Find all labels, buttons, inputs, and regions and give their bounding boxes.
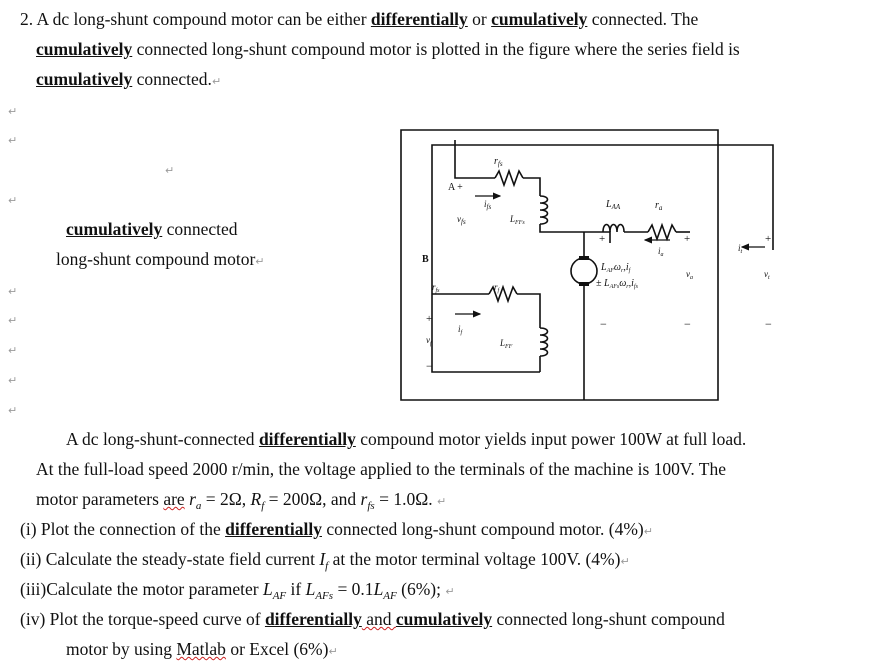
return-mark: ↵ [8,194,18,207]
return-mark: ↵ [211,75,222,88]
q-tail: connected long-shunt compound motor is plotted in the figure where the series field is [132,39,740,59]
return-mark: ↵ [8,285,18,298]
motor-brush-top [579,256,589,260]
problem-line-1 [66,429,746,449]
problem-item-3 [20,579,455,606]
q-mid: or [467,9,492,29]
series-resistor [495,171,523,185]
label-l-ff: $L_{FF}$ [500,338,513,350]
series-coil [540,196,548,224]
p-text: At the full-load speed 2000 r/min, the voltage applied to the terminals of the machine is 100V. The [36,459,726,479]
return-mark: ↵ [643,525,653,538]
label-v-a: $v_a$ [686,269,693,281]
rfs-value: = 1.0Ω. [374,489,433,509]
sym-if: $I_f$ [319,549,329,572]
q-lead: 2. A dc long-shunt compound motor can be either [20,9,371,29]
item-lead: motor by using [66,639,177,659]
term-cumulatively: cumulatively [491,9,588,29]
label-plus-vf: + [426,313,433,325]
item-lead: (iv) Plot the torque-speed curve of [20,609,265,629]
caption-text: long-shunt compound motor [56,249,256,269]
label-plus-vt: + [765,233,772,245]
return-mark: ↵ [8,314,18,327]
term-cumulatively: cumulatively [36,69,133,89]
q-tail: connected. [132,69,212,89]
return-mark: ↵ [620,555,630,568]
label-emf-series: ± $L_{AFs}\omega_r,i_{fs}$ [596,278,638,290]
term-differentially: differentially [258,429,356,449]
p-lead: A dc long-shunt-connected [66,429,259,449]
sym-rf: $R_f$ [250,489,265,512]
armature-resistor [648,225,676,239]
problem-item-2 [20,549,630,576]
label-emf-shunt: $L_{AF}\omega_r,i_f$ [601,262,631,274]
shunt-to-coil-wire [517,294,540,328]
spell-marked-word: are [163,489,185,509]
return-mark: ↵ [8,134,18,147]
item-lead: (ii) Calculate the steady-state field current [20,549,320,569]
return-mark: ↵ [8,374,18,387]
sym-laf-2: $L_{AF}$ [373,579,397,602]
p-lead: motor parameters [36,489,164,509]
item-tail: connected long-shunt compound [492,609,725,629]
item-mid: if [286,579,306,599]
label-a-plus: A + [448,182,463,193]
item-tail: connected long-shunt compound motor. (4%) [321,519,644,539]
motor-brush-bottom [579,282,589,286]
label-minus-motor: − [600,317,607,331]
label-v-fs: $v_{fs}$ [457,214,466,226]
label-i-fs: $i_{fs}$ [484,199,492,211]
return-mark: ↵ [8,105,18,118]
sym-lafs: $L_{AFs}$ [305,579,334,602]
item-lead: (i) Plot the connection of the [20,519,226,539]
q-tail: connected. The [587,9,699,29]
label-i-f: $i_f$ [458,324,463,336]
term-differentially: differentially [370,9,468,29]
sym-laf: $L_{AF}$ [262,579,287,602]
rf-value: = 200Ω, and [264,489,361,509]
item-and: and [361,609,396,629]
shunt-coil [540,328,548,356]
problem-line-2 [36,459,726,479]
item-lead: (iii)Calculate the motor parameter [20,579,263,599]
label-b: B [422,254,429,265]
label-r-f: $r_f$ [494,282,500,294]
return-mark: ↵ [445,585,455,598]
motor-symbol [571,258,597,284]
label-plus-va: + [684,233,691,245]
label-i-a: $i_a$ [658,246,664,258]
return-mark: ↵ [436,495,447,508]
ra-value: = 2Ω, [201,489,251,509]
problem-item-1 [20,519,653,542]
return-mark: ↵ [165,164,175,177]
label-plus-motor: + [599,233,606,245]
label-r-fs: $r_{fs}$ [494,156,503,168]
label-l-ffs: $L_{FFs}$ [510,214,525,226]
term-differentially: differentially [264,609,362,629]
label-r-a: $r_a$ [655,200,663,212]
term-cumulatively: cumulatively [395,609,493,629]
label-minus-vt: − [765,317,772,331]
series-to-coil-wire [523,178,540,196]
label-v-t: $v_t$ [764,269,770,281]
outer-frame-wire [401,130,718,400]
caption-tail: connected [162,219,238,239]
return-mark: ↵ [8,404,18,417]
term-cumulatively: cumulatively [66,219,163,239]
item-tail: (6%); [396,579,441,599]
label-i-t: $i_t$ [738,243,743,255]
term-differentially: differentially [225,519,322,539]
sym-rfs: $r_{fs}$ [360,489,375,512]
sym-ra: $r_a$ [189,489,202,512]
label-v-f: $v_f$ [426,335,432,347]
problem-line-3 [36,489,446,516]
item-tail: at the motor terminal voltage 100V. (4%) [328,549,621,569]
label-minus-va: − [684,317,691,331]
return-mark: ↵ [8,344,18,357]
armature-inductor [603,225,624,233]
problem-item-4 [20,609,725,629]
label-minus-vf: − [426,359,433,373]
p-tail: compound motor yields input power 100W at full load. [355,429,747,449]
spell-marked-word: Matlab [176,639,226,659]
return-mark: ↵ [328,645,338,658]
term-cumulatively: cumulatively [36,39,133,59]
label-r-fs-2: $r_{fs}$ [432,282,440,294]
label-l-aa: $L_{AA}$ [606,199,621,211]
problem-item-4-cont [66,639,338,662]
return-mark: ↵ [255,255,265,268]
item-eq: = 0.1 [333,579,374,599]
item-tail: or Excel (6%) [225,639,329,659]
